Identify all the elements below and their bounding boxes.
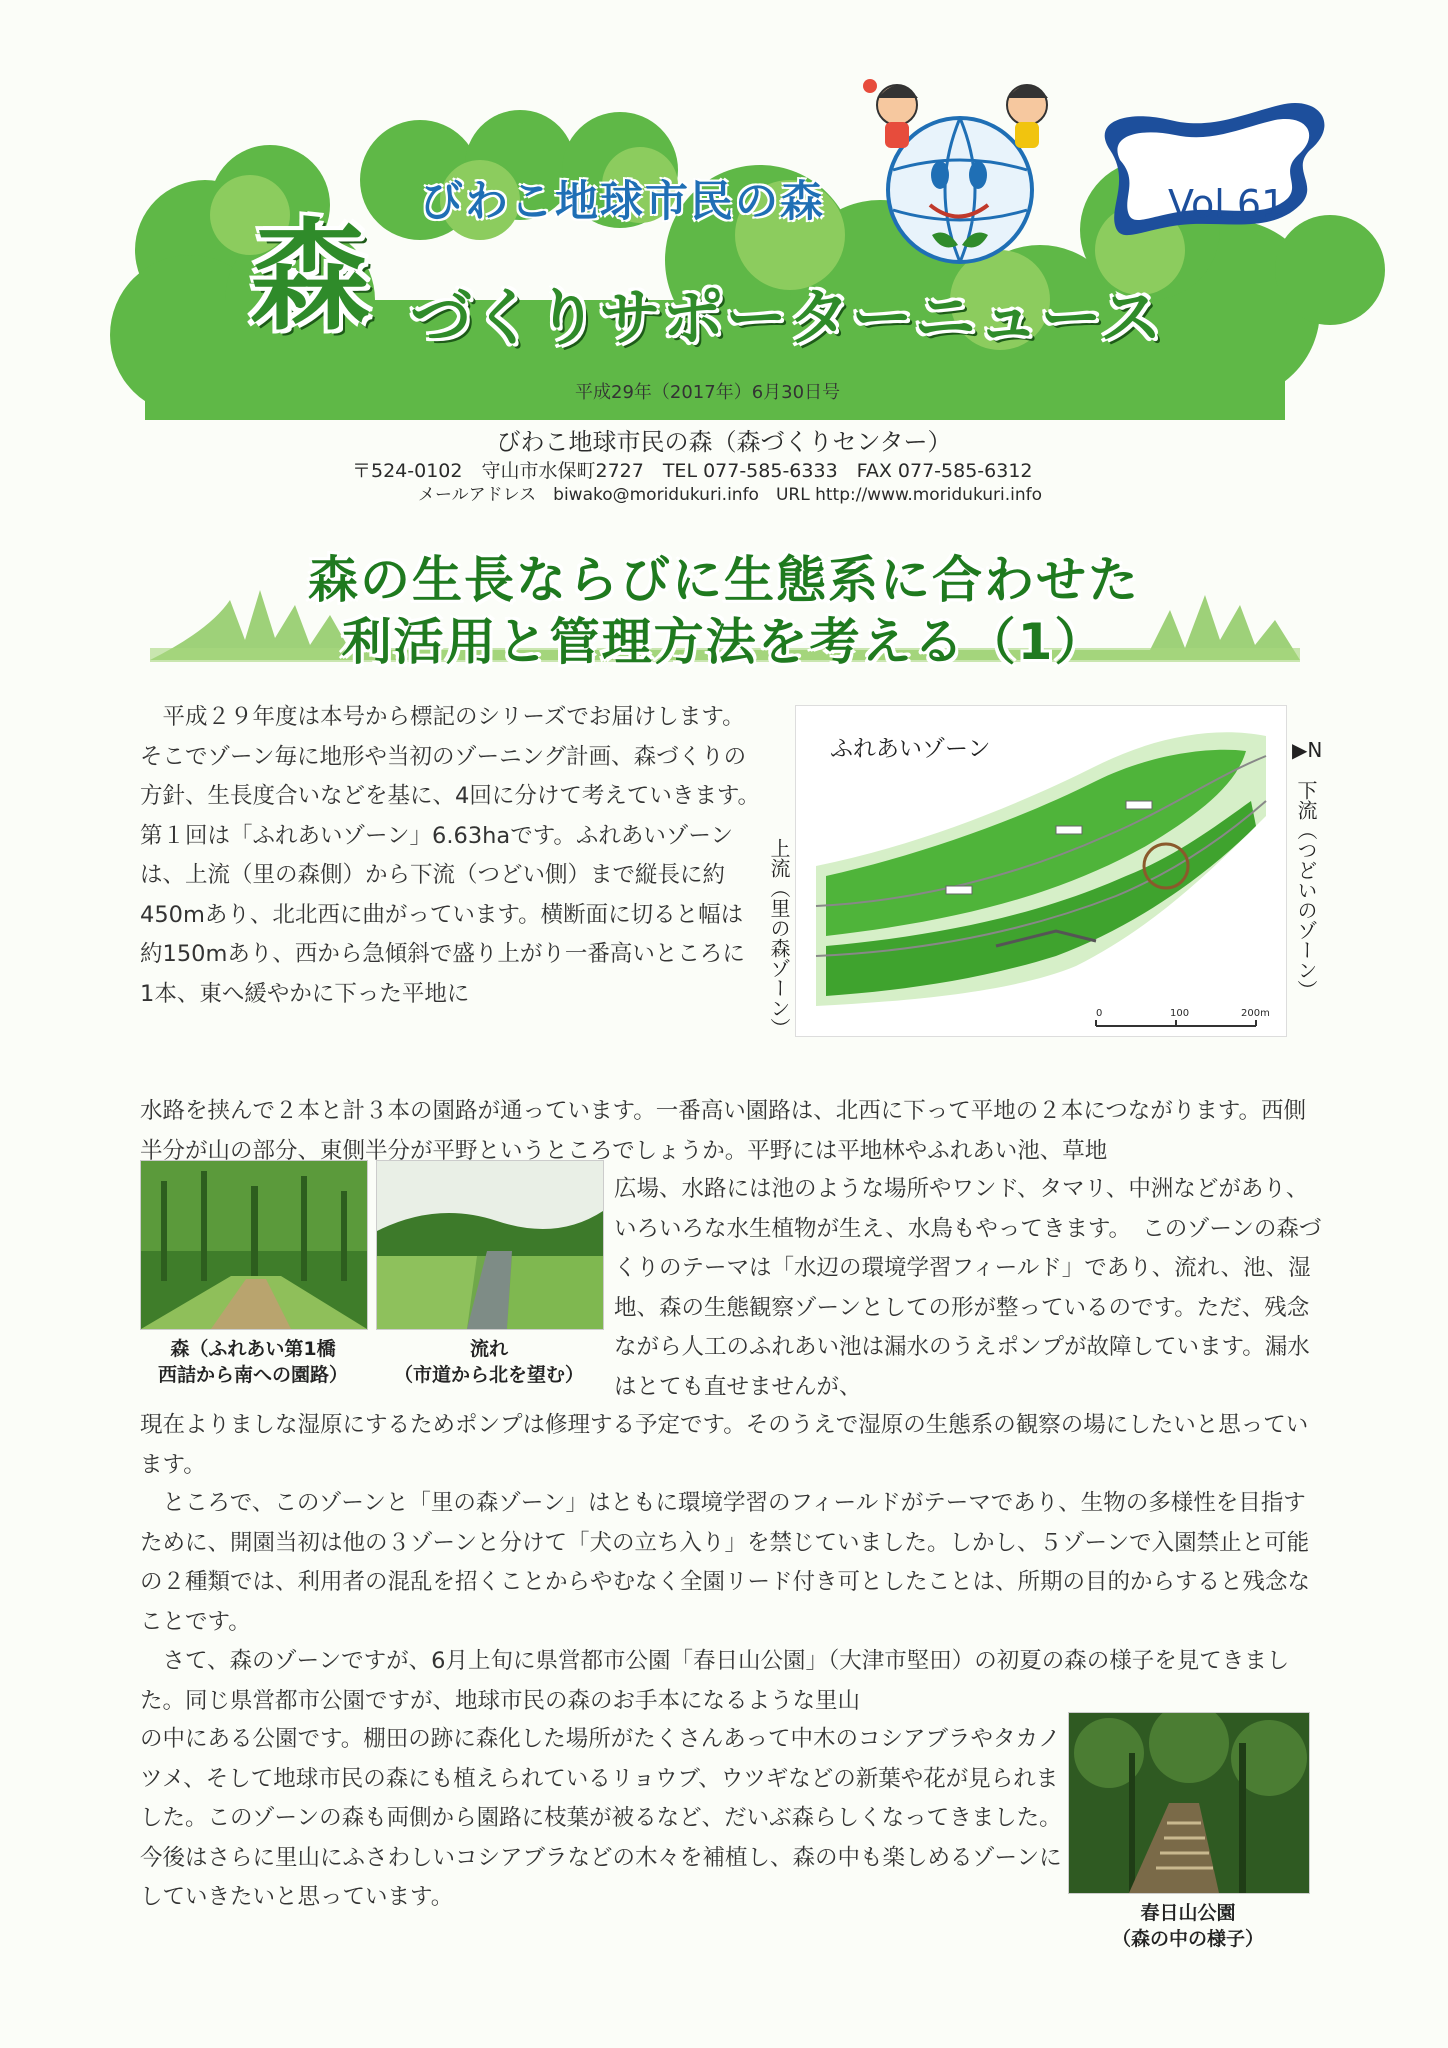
scale-label-100: 100 xyxy=(1170,1008,1190,1019)
newsletter-title-kanji: 森 xyxy=(250,208,370,347)
scale-label-200: 200m xyxy=(1241,1008,1270,1019)
article-paragraph-1: 平成２９年度は本号から標記のシリーズでお届けします。そこでゾーン毎に地形や当初のゾーニング計画、森づくりの方針、生長度合いなどを基に、4回に分けて考えていきます。 第１回は「ふれあいゾーン」6.63haです。ふれあいゾーンは、上流（里の森側）から下流（つどい側）まで縦長に約450mあり、北北西に曲がっています。横断面に切ると幅は約150mあり、西から急傾斜で盛り上がり一番高いところに1本、東へ緩やかに下った平地に xyxy=(140,704,772,1007)
kasugayama-park-photo xyxy=(1068,1712,1310,1894)
organization-contact: メールアドレス biwako@moridukuri.info URL http://www.moridukuri.info xyxy=(418,485,1043,505)
article-paragraph-7: の中にある公園です。棚田の跡に森化した場所がたくさんあって中木のコシアブラやタカノツメ、そして地球市民の森にも植えられているリョウブ、ウツギなどの新葉や花が見られました。このゾーンの森も両側から園路に枝葉が被るなど、だいぶ森らしくなってきました。今後はさらに里山にふさわしいコシアブラなどの木々を補植し、森の中も楽しめるゾーンにしていきたいと思っています。 xyxy=(140,1726,1062,1910)
stream-caption-line-2: （市道から北を望む） xyxy=(393,1364,584,1386)
organization-address: 〒524-0102 守山市水保町2727 TEL 077-585-6333 FAX 077-585-6312 xyxy=(352,460,1033,482)
map-title: ふれあいゾーン xyxy=(830,736,991,762)
map-upstream-label: 上流（里の森ゾーン） xyxy=(767,838,791,1038)
volume-badge: Vol.61 xyxy=(1168,182,1286,226)
stream-caption-line-1: 流れ xyxy=(469,1338,508,1360)
article-paragraph-3: 広場、水路には池のような場所やワンド、タマリ、中洲などがあり、いろいろな水生植物が生え、水鳥もやってきます。 このゾーンの森づくりのテーマは「水辺の環境学習フィールド」であり、流れ、池、湿地、森の生態観察ゾーンとしての形が整っているのです。ただ、残念ながら人工のふれあい池は漏水のうえポンプが故障しています。漏水はとても直せませんが、 xyxy=(614,1176,1322,1400)
kasugayama-photo-caption xyxy=(1068,1900,1308,1952)
stream-photo-caption xyxy=(376,1336,602,1388)
north-arrow-icon: ▶ xyxy=(1292,738,1308,762)
scale-label-0: 0 xyxy=(1096,1008,1103,1019)
article-paragraph-4: 現在よりましな湿原にするためポンプは修理する予定です。そのうえで湿原の生態系の観察の場にしたいと思っています。 xyxy=(140,1412,1309,1478)
organization-name: びわこ地球市民の森（森づくりセンター） xyxy=(496,428,952,456)
newsletter-title: づくりサポーターニュース xyxy=(410,281,1163,354)
forest-path-photo xyxy=(140,1160,368,1330)
kasugayama-caption-line-2: （森の中の様子） xyxy=(1111,1928,1264,1950)
headline-line-2: 利活用と管理方法を考える（1） xyxy=(341,613,1107,671)
article-paragraph-5: ところで、このゾーンと「里の森ゾーン」はともに環境学習のフィールドがテーマであり、生物の多様性を目指すために、開園当初は他の３ゾーンと分けて「犬の立ち入り」を禁じていました。しかし、５ゾーンで入園禁止と可能の２種類では、利用者の混乱を招くことからやむなく全園リード付き可としたことは、所期の目的からすると残念なことです。 xyxy=(140,1490,1311,1635)
north-label: N xyxy=(1307,738,1323,762)
forest-photo-caption xyxy=(130,1336,376,1388)
series-name: びわこ地球市民の森 xyxy=(420,177,825,227)
forest-caption-line-1: 森（ふれあい第1橋 xyxy=(170,1338,336,1360)
headline-line-1: 森の生長ならびに生態系に合わせた xyxy=(308,551,1140,609)
issue-date: 平成29年（2017年）6月30日号 xyxy=(575,382,841,403)
map-downstream-label: 下流（つどいのゾーン） xyxy=(1294,780,1318,1000)
north-indicator xyxy=(1292,738,1322,762)
article-paragraph-2: 水路を挟んで２本と計３本の園路が通っています。一番高い園路は、北西に下って平地の２本につながります。西側半分が山の部分、東側半分が平野というところでしょうか。平野には平地林やふれあい池、草地 xyxy=(140,1098,1306,1164)
forest-caption-line-2: 西詰から南への園路） xyxy=(157,1364,348,1386)
stream-photo xyxy=(376,1160,604,1330)
article-paragraph-6: さて、森のゾーンですが、6月上旬に県営都市公園「春日山公園」（大津市堅田）の初夏の森の様子を見てきました。同じ県営都市公園ですが、地球市民の森のお手本になるような里山 xyxy=(140,1648,1290,1714)
kasugayama-caption-line-1: 春日山公園 xyxy=(1140,1902,1236,1924)
